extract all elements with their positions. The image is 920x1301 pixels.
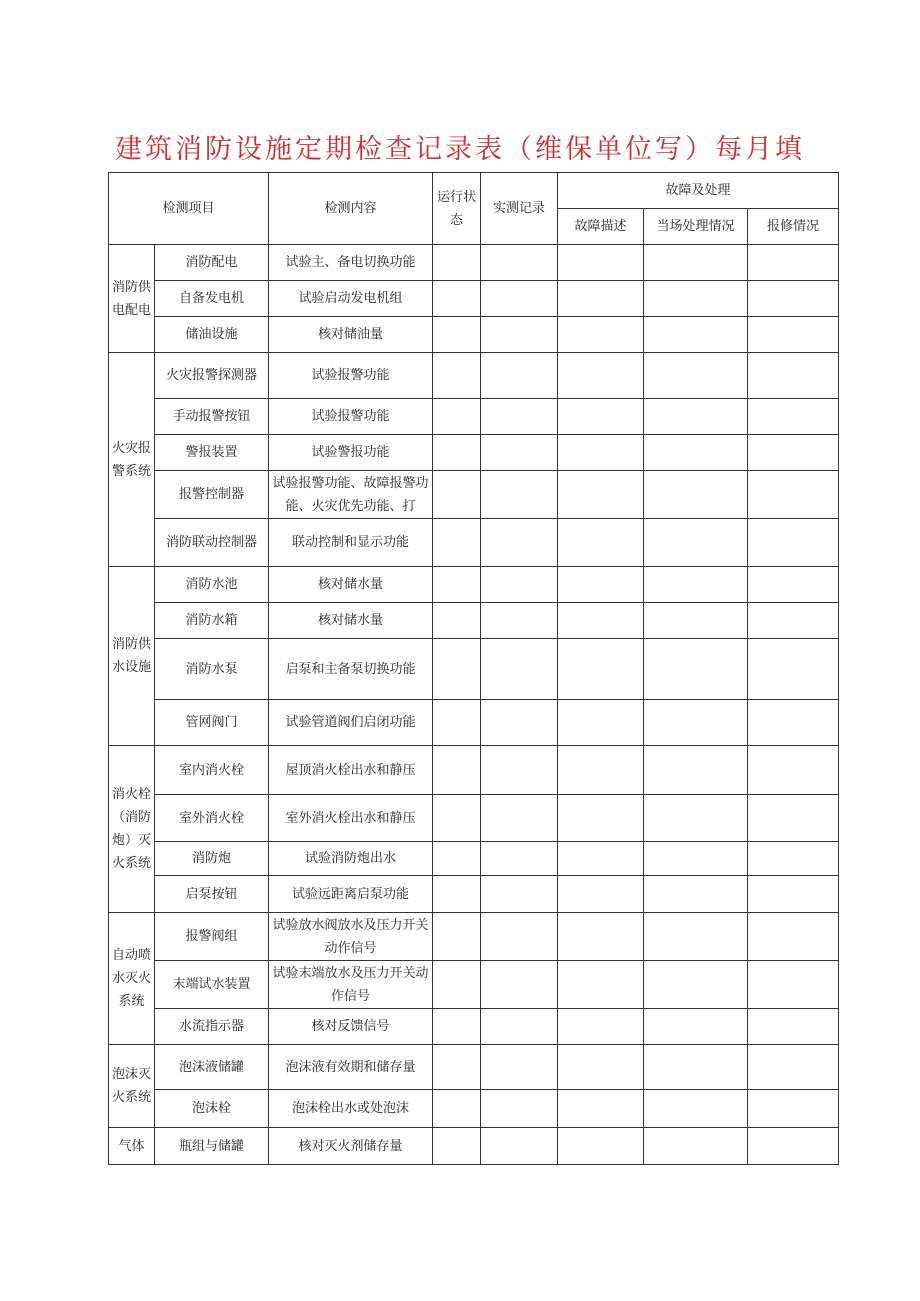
fault-desc-cell[interactable] xyxy=(558,435,644,471)
header-status: 运行状态 xyxy=(433,173,481,245)
status-cell[interactable] xyxy=(433,700,481,746)
fault-desc-cell[interactable] xyxy=(558,399,644,435)
table-row xyxy=(109,961,839,1009)
content-cell: 核对储油量 xyxy=(269,317,433,353)
onsite-cell[interactable] xyxy=(644,317,748,353)
onsite-cell[interactable] xyxy=(644,1090,748,1128)
header-onsite: 当场处理情况 xyxy=(644,209,748,245)
onsite-cell[interactable] xyxy=(644,567,748,603)
fault-desc-cell[interactable] xyxy=(558,471,644,519)
record-cell[interactable] xyxy=(481,1045,558,1090)
record-cell[interactable] xyxy=(481,961,558,1009)
repair-cell[interactable] xyxy=(748,842,839,876)
content-cell: 试验启动发电机组 xyxy=(269,281,433,317)
content-cell: 屋顶消火栓出水和静压 xyxy=(269,746,433,795)
onsite-cell[interactable] xyxy=(644,842,748,876)
repair-cell[interactable] xyxy=(748,399,839,435)
repair-cell[interactable] xyxy=(748,700,839,746)
category-cell: 气体 xyxy=(109,1128,155,1165)
table-row xyxy=(109,317,839,353)
page-title: 建筑消防设施定期检查记录表（维保单位写）每月填 xyxy=(115,134,805,165)
fault-desc-cell[interactable] xyxy=(558,746,644,795)
onsite-cell[interactable] xyxy=(644,639,748,700)
table-row xyxy=(109,471,839,519)
table-row xyxy=(109,603,839,639)
item-cell: 泡沫栓 xyxy=(155,1090,269,1128)
item-cell: 消防水箱 xyxy=(155,603,269,639)
onsite-cell[interactable] xyxy=(644,1128,748,1165)
content-cell: 试验远距离启泵功能 xyxy=(269,876,433,913)
fault-desc-cell[interactable] xyxy=(558,700,644,746)
record-cell[interactable] xyxy=(481,519,558,567)
content-cell: 联动控制和显示功能 xyxy=(269,519,433,567)
record-cell[interactable] xyxy=(481,795,558,842)
item-cell: 室内消火栓 xyxy=(155,746,269,795)
repair-cell[interactable] xyxy=(748,245,839,281)
repair-cell[interactable] xyxy=(748,603,839,639)
table-row xyxy=(109,519,839,567)
onsite-cell[interactable] xyxy=(644,435,748,471)
content-cell: 试验消防炮出水 xyxy=(269,842,433,876)
status-cell[interactable] xyxy=(433,1090,481,1128)
fault-desc-cell[interactable] xyxy=(558,567,644,603)
record-cell[interactable] xyxy=(481,471,558,519)
repair-cell[interactable] xyxy=(748,519,839,567)
record-cell[interactable] xyxy=(481,842,558,876)
fault-desc-cell[interactable] xyxy=(558,603,644,639)
item-cell: 警报装置 xyxy=(155,435,269,471)
fault-desc-cell[interactable] xyxy=(558,519,644,567)
repair-cell[interactable] xyxy=(748,1128,839,1165)
item-cell: 启泵按钮 xyxy=(155,876,269,913)
item-cell: 消防炮 xyxy=(155,842,269,876)
record-cell[interactable] xyxy=(481,1090,558,1128)
record-cell[interactable] xyxy=(481,567,558,603)
fault-desc-cell[interactable] xyxy=(558,876,644,913)
fault-desc-cell[interactable] xyxy=(558,1009,644,1045)
onsite-cell[interactable] xyxy=(644,913,748,961)
fault-desc-cell[interactable] xyxy=(558,913,644,961)
table-row xyxy=(109,435,839,471)
content-cell: 试验警报功能 xyxy=(269,435,433,471)
header-fault-group: 故障及处理 xyxy=(558,173,839,209)
table-row xyxy=(109,639,839,700)
fault-desc-cell[interactable] xyxy=(558,639,644,700)
status-cell[interactable] xyxy=(433,471,481,519)
item-cell: 消防水泵 xyxy=(155,639,269,700)
repair-cell[interactable] xyxy=(748,435,839,471)
content-cell: 核对储水量 xyxy=(269,567,433,603)
content-cell: 试验报警功能 xyxy=(269,399,433,435)
item-cell: 消防联动控制器 xyxy=(155,519,269,567)
item-cell: 末端试水装置 xyxy=(155,961,269,1009)
content-cell: 试验放水阀放水及压力开关动作信号 xyxy=(269,913,433,961)
table-row xyxy=(109,876,839,913)
record-cell[interactable] xyxy=(481,603,558,639)
item-cell: 瓶组与储罐 xyxy=(155,1128,269,1165)
fault-desc-cell[interactable] xyxy=(558,245,644,281)
repair-cell[interactable] xyxy=(748,639,839,700)
status-cell[interactable] xyxy=(433,746,481,795)
repair-cell[interactable] xyxy=(748,281,839,317)
item-cell: 管网阀门 xyxy=(155,700,269,746)
repair-cell[interactable] xyxy=(748,961,839,1009)
repair-cell[interactable] xyxy=(748,567,839,603)
status-cell[interactable] xyxy=(433,639,481,700)
header-fault-desc: 故障描述 xyxy=(558,209,644,245)
record-cell[interactable] xyxy=(481,1009,558,1045)
item-cell: 消防配电 xyxy=(155,245,269,281)
header-record: 实测记录 xyxy=(481,173,558,245)
content-cell: 启泵和主备泵切换功能 xyxy=(269,639,433,700)
item-cell: 消防水池 xyxy=(155,567,269,603)
onsite-cell[interactable] xyxy=(644,961,748,1009)
table-row xyxy=(109,1128,839,1165)
status-cell[interactable] xyxy=(433,842,481,876)
repair-cell[interactable] xyxy=(748,1045,839,1090)
table-row xyxy=(109,842,839,876)
category-cell: 泡沫灭火系统 xyxy=(109,1045,155,1128)
fault-desc-cell[interactable] xyxy=(558,795,644,842)
onsite-cell[interactable] xyxy=(644,281,748,317)
category-cell: 消防供电配电 xyxy=(109,245,155,353)
status-cell[interactable] xyxy=(433,1045,481,1090)
onsite-cell[interactable] xyxy=(644,700,748,746)
content-cell: 试验管道阀们启闭功能 xyxy=(269,700,433,746)
record-cell[interactable] xyxy=(481,700,558,746)
fault-desc-cell[interactable] xyxy=(558,281,644,317)
record-cell[interactable] xyxy=(481,1128,558,1165)
fault-desc-cell[interactable] xyxy=(558,1128,644,1165)
fault-desc-cell[interactable] xyxy=(558,1090,644,1128)
onsite-cell[interactable] xyxy=(644,1045,748,1090)
fault-desc-cell[interactable] xyxy=(558,961,644,1009)
onsite-cell[interactable] xyxy=(644,795,748,842)
repair-cell[interactable] xyxy=(748,317,839,353)
table-row xyxy=(109,567,839,603)
repair-cell[interactable] xyxy=(748,746,839,795)
content-cell: 泡沫栓出水或处泡沫 xyxy=(269,1090,433,1128)
table-row xyxy=(109,700,839,746)
table-row xyxy=(109,795,839,842)
repair-cell[interactable] xyxy=(748,1090,839,1128)
status-cell[interactable] xyxy=(433,567,481,603)
content-cell: 核对反馈信号 xyxy=(269,1009,433,1045)
status-cell[interactable] xyxy=(433,353,481,399)
content-cell: 试验末端放水及压力开关动作信号 xyxy=(269,961,433,1009)
table-row xyxy=(109,281,839,317)
status-cell[interactable] xyxy=(433,317,481,353)
content-cell: 核对灭火剂储存量 xyxy=(269,1128,433,1165)
status-cell[interactable] xyxy=(433,281,481,317)
inspection-record-table xyxy=(108,172,839,1165)
table-row xyxy=(109,1009,839,1045)
status-cell[interactable] xyxy=(433,876,481,913)
onsite-cell[interactable] xyxy=(644,399,748,435)
category-cell: 自动喷水灭火系统 xyxy=(109,913,155,1045)
item-cell: 泡沫液储罐 xyxy=(155,1045,269,1090)
table-row xyxy=(109,1045,839,1090)
record-cell[interactable] xyxy=(481,399,558,435)
status-cell[interactable] xyxy=(433,961,481,1009)
table-row xyxy=(109,913,839,961)
record-cell[interactable] xyxy=(481,746,558,795)
content-cell: 试验报警功能 xyxy=(269,353,433,399)
fault-desc-cell[interactable] xyxy=(558,317,644,353)
repair-cell[interactable] xyxy=(748,876,839,913)
onsite-cell[interactable] xyxy=(644,471,748,519)
item-cell: 自备发电机 xyxy=(155,281,269,317)
status-cell[interactable] xyxy=(433,519,481,567)
item-cell: 手动报警按钮 xyxy=(155,399,269,435)
repair-cell[interactable] xyxy=(748,913,839,961)
record-cell[interactable] xyxy=(481,639,558,700)
status-cell[interactable] xyxy=(433,1009,481,1045)
fault-desc-cell[interactable] xyxy=(558,1045,644,1090)
table-row xyxy=(109,353,839,399)
item-cell: 报警控制器 xyxy=(155,471,269,519)
onsite-cell[interactable] xyxy=(644,746,748,795)
fault-desc-cell[interactable] xyxy=(558,353,644,399)
status-cell[interactable] xyxy=(433,913,481,961)
repair-cell[interactable] xyxy=(748,795,839,842)
status-cell[interactable] xyxy=(433,795,481,842)
status-cell[interactable] xyxy=(433,245,481,281)
repair-cell[interactable] xyxy=(748,353,839,399)
status-cell[interactable] xyxy=(433,1128,481,1165)
table-row xyxy=(109,399,839,435)
status-cell[interactable] xyxy=(433,435,481,471)
onsite-cell[interactable] xyxy=(644,519,748,567)
table-row xyxy=(109,1090,839,1128)
content-cell: 试验报警功能、故障报警功能、火灾优先功能、打 xyxy=(269,471,433,519)
record-cell[interactable] xyxy=(481,913,558,961)
content-cell: 室外消火栓出水和静压 xyxy=(269,795,433,842)
category-cell: 火灾报警系统 xyxy=(109,353,155,567)
table-row xyxy=(109,245,839,281)
status-cell[interactable] xyxy=(433,399,481,435)
onsite-cell[interactable] xyxy=(644,1009,748,1045)
item-cell: 水流指示器 xyxy=(155,1009,269,1045)
onsite-cell[interactable] xyxy=(644,353,748,399)
onsite-cell[interactable] xyxy=(644,245,748,281)
item-cell: 室外消火栓 xyxy=(155,795,269,842)
record-cell[interactable] xyxy=(481,245,558,281)
record-cell[interactable] xyxy=(481,281,558,317)
onsite-cell[interactable] xyxy=(644,876,748,913)
item-cell: 火灾报警探测器 xyxy=(155,353,269,399)
onsite-cell[interactable] xyxy=(644,603,748,639)
header-repair: 报修情况 xyxy=(748,209,839,245)
record-cell[interactable] xyxy=(481,317,558,353)
category-cell: 消防供水设施 xyxy=(109,567,155,746)
item-cell: 储油设施 xyxy=(155,317,269,353)
table-row xyxy=(109,746,839,795)
record-cell[interactable] xyxy=(481,876,558,913)
header-content: 检测内容 xyxy=(269,173,433,245)
category-cell: 消火栓（消防炮）灭火系统 xyxy=(109,746,155,913)
repair-cell[interactable] xyxy=(748,1009,839,1045)
record-cell[interactable] xyxy=(481,353,558,399)
content-cell: 试验主、备电切换功能 xyxy=(269,245,433,281)
item-cell: 报警阀组 xyxy=(155,913,269,961)
repair-cell[interactable] xyxy=(748,471,839,519)
header-item: 检测项目 xyxy=(109,173,269,245)
status-cell[interactable] xyxy=(433,603,481,639)
content-cell: 核对储水量 xyxy=(269,603,433,639)
content-cell: 泡沫液有效期和储存量 xyxy=(269,1045,433,1090)
record-cell[interactable] xyxy=(481,435,558,471)
fault-desc-cell[interactable] xyxy=(558,842,644,876)
